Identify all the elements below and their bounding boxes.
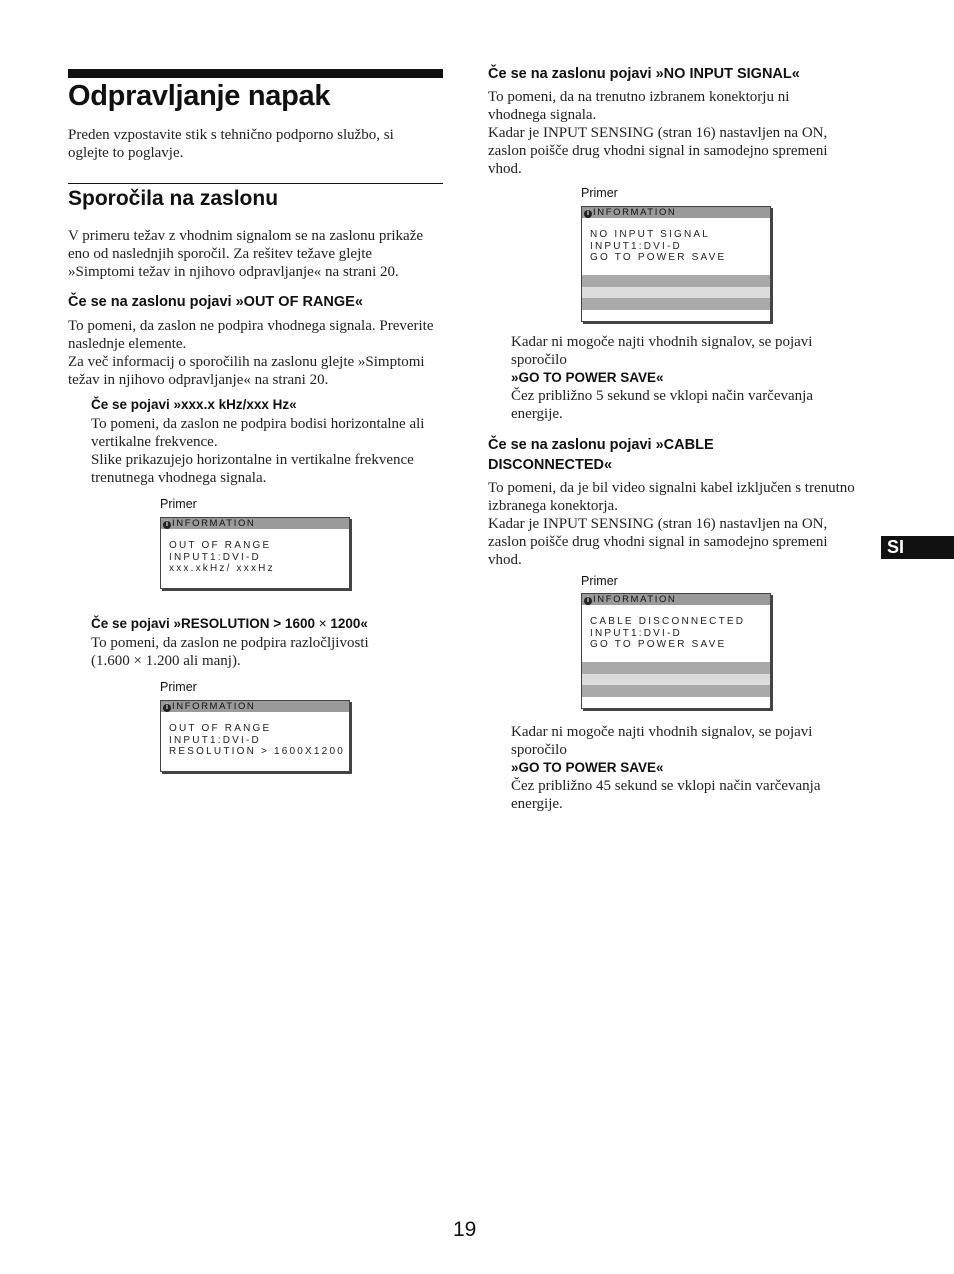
resolution-subheading	[91, 616, 368, 631]
text-line: Čez približno 45 sekund se vklopi način varčevanja	[511, 778, 821, 794]
resolution-heading-suffix: 1200«	[326, 616, 368, 631]
osd-stripe	[582, 275, 770, 287]
resolution-heading-prefix: Če se pojavi »RESOLUTION > 1600	[91, 616, 319, 631]
osd-line: GO TO POWER SAVE	[590, 639, 727, 650]
power-save-message: »GO TO POWER SAVE«	[511, 370, 664, 385]
info-icon: i	[584, 210, 592, 218]
osd-title: INFORMATION	[593, 207, 677, 218]
section-line: eno od naslednjih sporočil. Za rešitev težave glejte	[68, 246, 373, 262]
osd-line: RESOLUTION > 1600X1200	[169, 746, 345, 757]
osd-stripe	[582, 685, 770, 697]
page-title: Odpravljanje napak	[68, 80, 331, 112]
text-line: (1.600 × 1.200 ali manj).	[91, 653, 241, 669]
osd-title: INFORMATION	[172, 701, 256, 712]
osd-line: INPUT1:DVI-D	[590, 627, 682, 639]
text-line: trenutnega vhodnega signala.	[91, 470, 267, 486]
osd-stripe	[582, 298, 770, 310]
osd-menu-stripes	[582, 662, 770, 697]
text-line: vhodnega signala.	[488, 107, 597, 123]
example-label: Primer	[160, 497, 197, 511]
info-icon: i	[163, 521, 171, 529]
osd-body	[582, 218, 770, 264]
osd-stripe	[582, 674, 770, 686]
page-number: 19	[453, 1218, 477, 1241]
osd-line: CABLE DISCONNECTED	[590, 616, 746, 627]
osd-cable-disconnected	[581, 593, 771, 709]
times-symbol: ×	[318, 616, 327, 631]
heading-line: DISCONNECTED«	[488, 457, 613, 473]
text-line: naslednje elemente.	[68, 336, 187, 352]
text-line: sporočilo	[511, 352, 567, 368]
text-line: Kadar ni mogoče najti vhodnih signalov, se pojavi	[511, 334, 813, 350]
osd-stripe	[582, 287, 770, 299]
osd-title-bar	[582, 207, 770, 218]
osd-no-input-signal	[581, 206, 771, 322]
text-line: težav in njihovo odpravljanje« na strani 20.	[68, 372, 329, 388]
no-input-heading: Če se na zaslonu pojavi »NO INPUT SIGNAL«	[488, 66, 800, 82]
text-line: To pomeni, da je bil video signalni kabel izključen s trenutno	[488, 480, 855, 496]
no-input-after-text	[511, 333, 813, 423]
text-line: sporočilo	[511, 742, 567, 758]
text-line: Čez približno 5 sekund se vklopi način varčevanja	[511, 388, 813, 404]
osd-line: INPUT1:DVI-D	[169, 734, 261, 746]
example-label: Primer	[581, 574, 618, 588]
text-line: Za več informacij o sporočilih na zaslonu glejte »Simptomi	[68, 354, 425, 370]
example-label: Primer	[160, 680, 197, 694]
text-line: Slike prikazujejo horizontalne in vertikalne frekvence	[91, 452, 414, 468]
text-line: Kadar je INPUT SENSING (stran 16) nastavljen na ON,	[488, 516, 828, 532]
info-icon: i	[163, 704, 171, 712]
osd-stripe	[582, 662, 770, 674]
text-line: izbranega konektorja.	[488, 498, 618, 514]
info-icon: i	[584, 597, 592, 605]
example-label: Primer	[581, 186, 618, 200]
osd-line: OUT OF RANGE	[169, 723, 272, 734]
section-line: »Simptomi težav in njihovo odpravljanje« na strani 20.	[68, 264, 399, 280]
osd-body	[161, 712, 349, 758]
osd-line: INPUT1:DVI-D	[590, 240, 682, 252]
osd-line: xxx.xkHz/ xxxHz	[169, 563, 275, 574]
section-rule	[68, 183, 443, 184]
osd-line: INPUT1:DVI-D	[169, 551, 261, 563]
text-line: To pomeni, da zaslon ne podpira bodisi horizontalne ali	[91, 416, 425, 432]
resolution-text	[91, 634, 369, 670]
text-line: To pomeni, da na trenutno izbranem konektorju ni	[488, 89, 790, 105]
frequency-subheading: Če se pojavi »xxx.x kHz/xxx Hz«	[91, 397, 297, 412]
text-line: vertikalne frekvence.	[91, 434, 218, 450]
cable-text	[488, 479, 855, 569]
osd-body	[582, 605, 770, 651]
text-line: To pomeni, da zaslon ne podpira vhodnega signala. Preverite	[68, 318, 434, 334]
text-line: vhod.	[488, 161, 522, 177]
no-input-text	[488, 88, 828, 178]
osd-line: OUT OF RANGE	[169, 540, 272, 551]
cable-disconnected-heading	[488, 435, 714, 475]
power-save-message: »GO TO POWER SAVE«	[511, 760, 664, 775]
text-line: Kadar je INPUT SENSING (stran 16) nastavljen na ON,	[488, 125, 828, 141]
osd-out-of-range-resolution	[160, 700, 350, 772]
language-tab: SI	[881, 536, 954, 559]
section-line: V primeru težav z vhodnim signalom se na zaslonu prikaže	[68, 228, 424, 244]
text-line: To pomeni, da zaslon ne podpira razločljivosti	[91, 635, 369, 651]
text-line: zaslon poišče drug vhodni signal in samodejno spremeni	[488, 534, 828, 550]
intro-line: oglejte to poglavje.	[68, 145, 184, 161]
osd-title-bar	[161, 701, 349, 712]
frequency-text	[91, 415, 424, 487]
text-line: energije.	[511, 406, 563, 422]
osd-title: INFORMATION	[172, 518, 256, 529]
osd-title-bar	[161, 518, 349, 529]
intro-line: Preden vzpostavite stik s tehnično podporno službo, si	[68, 127, 394, 143]
text-line: vhod.	[488, 552, 522, 568]
title-rule	[68, 69, 443, 78]
intro-text	[68, 126, 448, 162]
out-of-range-text	[68, 317, 434, 389]
osd-title: INFORMATION	[593, 594, 677, 605]
cable-after-text	[511, 723, 821, 813]
osd-body	[161, 529, 349, 575]
osd-menu-stripes	[582, 275, 770, 310]
text-line: energije.	[511, 796, 563, 812]
text-line: zaslon poišče drug vhodni signal in samodejno spremeni	[488, 143, 828, 159]
out-of-range-heading: Če se na zaslonu pojavi »OUT OF RANGE«	[68, 294, 363, 310]
heading-line: Če se na zaslonu pojavi »CABLE	[488, 437, 714, 453]
section-title: Sporočila na zaslonu	[68, 187, 279, 210]
text-line: Kadar ni mogoče najti vhodnih signalov, se pojavi	[511, 724, 813, 740]
osd-out-of-range-frequency	[160, 517, 350, 589]
section-text	[68, 227, 423, 281]
osd-line: GO TO POWER SAVE	[590, 252, 727, 263]
osd-line: NO INPUT SIGNAL	[590, 229, 711, 240]
osd-title-bar	[582, 594, 770, 605]
